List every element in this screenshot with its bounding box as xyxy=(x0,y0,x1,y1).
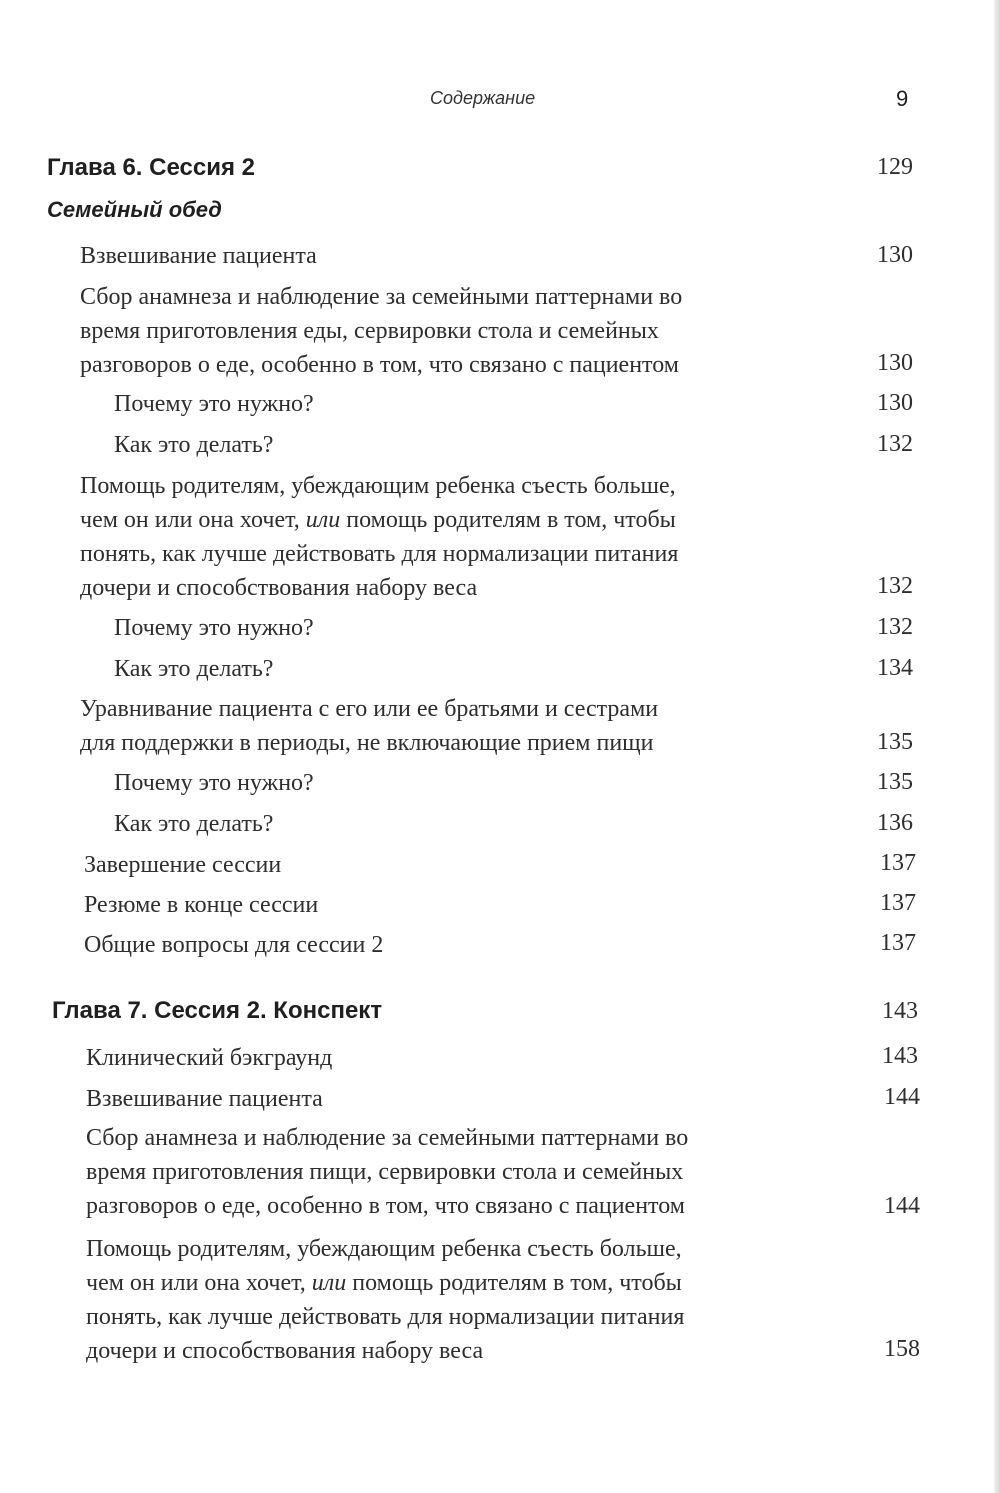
toc-entry-text: понять, как лучше действовать для нормализации питания xyxy=(80,541,679,567)
toc-entry-text: помощь родителям в том, чтобы xyxy=(346,1270,682,1296)
toc-entry-text: Почему это нужно? xyxy=(114,391,314,417)
toc-entry-page: 144 xyxy=(884,1084,920,1110)
toc-entry-page: 136 xyxy=(877,810,913,836)
toc-entry-page: 130 xyxy=(877,242,913,268)
toc-entry xyxy=(80,280,682,382)
toc-entry-page: 132 xyxy=(877,614,913,640)
toc-entry xyxy=(114,611,314,645)
toc-entry-text: дочери и способствования набору веса xyxy=(86,1338,484,1364)
toc-entry-text: понять, как лучше действовать для нормализации питания xyxy=(86,1304,685,1330)
toc-entry xyxy=(86,1082,323,1116)
toc-entry xyxy=(84,848,281,882)
toc-entry-text: дочери и способствования набору веса xyxy=(80,575,478,601)
toc-entry xyxy=(80,469,678,605)
toc-entry-page: 132 xyxy=(877,573,913,599)
toc-entry xyxy=(84,928,383,962)
toc-entry-text-mixed xyxy=(80,503,678,537)
toc-entry-page: 144 xyxy=(884,1193,920,1219)
toc-entry-text: время приготовления пищи, сервировки стола и семейных xyxy=(86,1159,684,1185)
toc-entry-page: 135 xyxy=(877,729,913,755)
chapter-6-title: Глава 6. Сессия 2 xyxy=(47,154,255,181)
toc-entry-text: Резюме в конце сессии xyxy=(84,892,319,918)
toc-entry-page: 134 xyxy=(877,655,913,681)
toc-entry-text: Почему это нужно? xyxy=(114,615,314,641)
page-number: 9 xyxy=(896,86,909,111)
toc-entry-page: 158 xyxy=(884,1336,920,1362)
toc-entry xyxy=(86,1121,688,1223)
toc-entry-text: Помощь родителям, убеждающим ребенка съесть больше, xyxy=(86,1236,682,1262)
toc-entry-text: для поддержки в периоды, не включающие прием пищи xyxy=(80,730,654,756)
page-edge xyxy=(994,0,1000,1493)
toc-entry xyxy=(80,239,317,273)
chapter-7-title: Глава 7. Сессия 2. Конспект xyxy=(52,997,383,1024)
toc-entry-page: 130 xyxy=(877,350,913,376)
toc-entry-text: Как это делать? xyxy=(114,811,274,837)
toc-entry xyxy=(114,428,273,462)
toc-entry xyxy=(114,766,314,800)
chapter-6-subtitle: Семейный обед xyxy=(47,197,222,222)
toc-entry-text: помощь родителям в том, чтобы xyxy=(340,507,676,533)
toc-entry-text: Завершение сессии xyxy=(84,852,282,878)
toc-entry xyxy=(86,1232,684,1368)
toc-entry-text: разговоров о еде, особенно в том, что связано с пациентом xyxy=(80,352,679,378)
toc-entry xyxy=(80,692,658,760)
toc-entry-text: Как это делать? xyxy=(114,432,274,458)
toc-entry-emphasis: или xyxy=(311,1270,347,1296)
chapter-7-page: 143 xyxy=(882,998,918,1024)
toc-entry-emphasis: или xyxy=(305,507,341,533)
toc-entry-page: 135 xyxy=(877,769,913,795)
toc-entry xyxy=(84,888,318,922)
toc-entry-text: Уравнивание пациента с его или ее братьями и сестрами xyxy=(80,696,659,722)
toc-entry-text: Взвешивание пациента xyxy=(80,243,317,269)
toc-entry-page: 137 xyxy=(880,930,916,956)
toc-entry xyxy=(114,652,273,686)
toc-entry-page: 143 xyxy=(882,1043,918,1069)
toc-entry-text: чем он или она хочет, xyxy=(80,507,306,533)
toc-entry-page: 137 xyxy=(880,850,916,876)
toc-entry xyxy=(86,1041,332,1075)
toc-entry-text: Сбор анамнеза и наблюдение за семейными паттернами во xyxy=(86,1125,689,1151)
toc-entry-text: Помощь родителям, убеждающим ребенка съесть больше, xyxy=(80,473,676,499)
toc-entry-text: время приготовления еды, сервировки стола и семейных xyxy=(80,318,659,344)
running-header xyxy=(0,88,1000,118)
toc-entry xyxy=(114,807,273,841)
toc-entry-text: Взвешивание пациента xyxy=(86,1086,323,1112)
toc-entry-page: 137 xyxy=(880,890,916,916)
toc-entry-page: 132 xyxy=(877,431,913,457)
toc-entry xyxy=(114,387,314,421)
toc-entry-text: Как это делать? xyxy=(114,656,274,682)
toc-entry-text-mixed xyxy=(86,1266,684,1300)
toc-entry-page: 130 xyxy=(877,390,913,416)
toc-entry-text: Общие вопросы для сессии 2 xyxy=(84,932,384,958)
toc-entry-text: Сбор анамнеза и наблюдение за семейными паттернами во xyxy=(80,284,683,310)
toc-entry-text: Почему это нужно? xyxy=(114,770,314,796)
toc-entry-text: чем он или она хочет, xyxy=(86,1270,312,1296)
chapter-6-page: 129 xyxy=(877,154,913,180)
toc-entry-text: разговоров о еде, особенно в том, что связано с пациентом xyxy=(86,1193,685,1219)
running-title: Содержание xyxy=(430,88,536,108)
toc-entry-text: Клинический бэкграунд xyxy=(86,1045,333,1071)
